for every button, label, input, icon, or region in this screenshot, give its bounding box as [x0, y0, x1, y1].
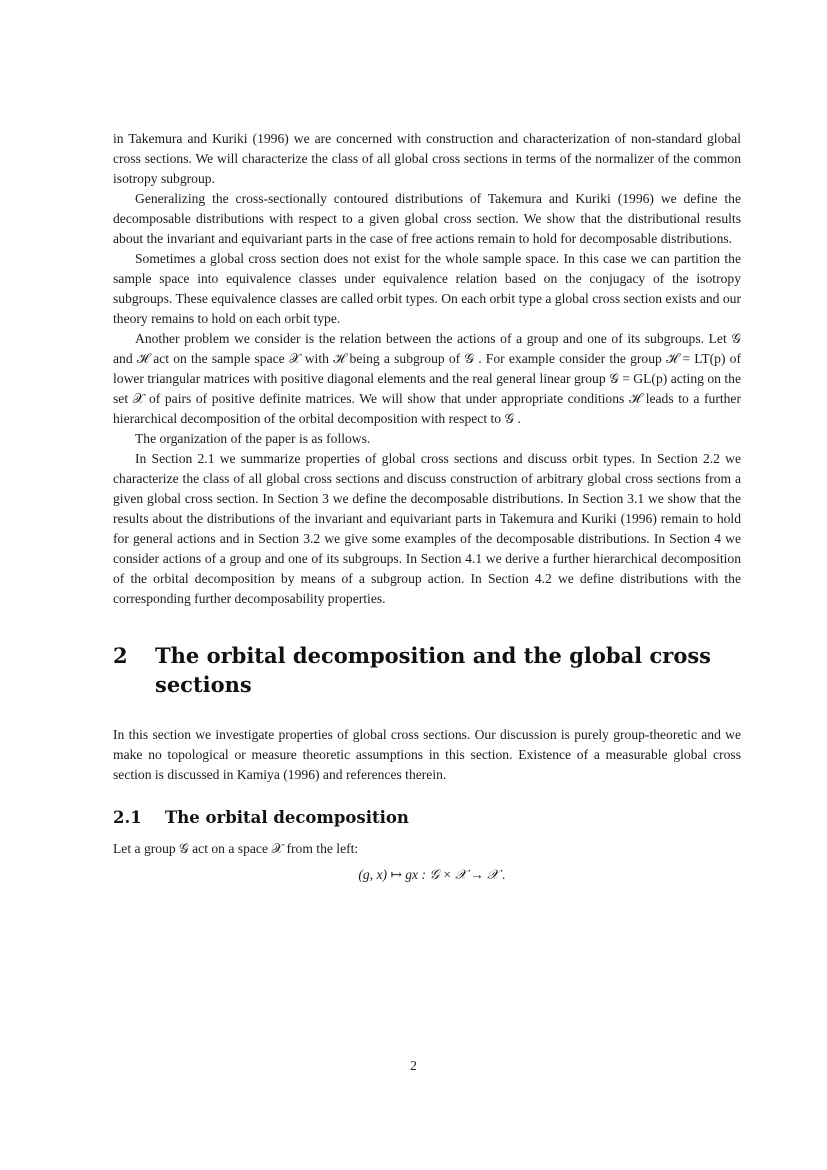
intro-paragraph-1: in Takemura and Kuriki (1996) we are concerned with construction and characterization of non-standard global cross sections. We will characterize the class of all global cross sections in terms of the normalizer of the common isotropy subgroup. — [113, 131, 741, 186]
section-title: The orbital decomposition and the global cross sections — [155, 643, 711, 697]
intro-paragraph-3: Sometimes a global cross section does not exist for the whole sample space. In this case we can partition the sample space into equivalence classes under equivalence relation based on the conjugacy of the isotropy subgroups. These equivalence classes are called orbit types. On each orbit type a global cross section exists and our theory remains to hold on each orbit type. — [113, 251, 741, 326]
subsection-paragraph: Let a group 𝒢 act on a space 𝒳 from the left: — [113, 841, 359, 856]
section-paragraph: In this section we investigate properties of global cross sections. Our discussion is purely group-theoretic and we make no topological or measure theoretic assumptions in this section. Existence of a measurable global cross section is discussed in Kamiya (1996) and references therein. — [113, 727, 741, 782]
intro-paragraph-4: Another problem we consider is the relation between the actions of a group and one of its subgroups. Let 𝒢 and ℋ act on the sample space 𝒳 with ℋ being a subgroup of 𝒢 . For example consider the group ℋ = LT(p) of lower triangular matrices with positive diagonal elements and the real general linear group 𝒢 = GL(p) acting on the set 𝒳 of pairs of positive definite matrices. We will show that under appropriate conditions ℋ leads to a further hierarchical decomposition of the orbital decomposition with respect to 𝒢 . — [113, 331, 741, 426]
intro-paragraph-6: In Section 2.1 we summarize properties of global cross sections and discuss orbit types. In Section 2.2 we characterize the class of all global cross sections and discuss construction of arbitrary global cross sections from a given global cross section. In Section 3 we define the decomposable distributions. In Section 3.1 we show that the results about the distributions of the invariant and equivariant parts in Takemura and Kuriki (1996) remain to hold for general actions and in Section 3.2 we give some examples of the decomposable distributions. In Section 4 we consider actions of a group and one of its subgroups. In Section 4.1 we derive a further hierarchical decomposition of the orbital decomposition by means of a subgroup action. In Section 4.2 we define distributions with the corresponding further decomposability properties. — [113, 451, 741, 606]
subsection-title: The orbital decomposition — [165, 808, 409, 827]
intro-paragraph-2: Generalizing the cross-sectionally contoured distributions of Takemura and Kuriki (1996) we define the decomposable distributions with respect to a given global cross section. We show that the distributional results about the invariant and equivariant parts in the case of free actions remain to hold for decomposable distributions. — [113, 191, 741, 246]
section-number: 2 — [113, 643, 128, 668]
section-heading — [113, 641, 741, 699]
subsection-heading — [113, 807, 741, 829]
paper-page-body — [113, 129, 741, 883]
display-equation: (g, x) ↦ gx : 𝒢 × 𝒳 → 𝒳 . — [358, 867, 506, 882]
intro-paragraph-5: The organization of the paper is as follows. — [135, 431, 371, 446]
subsection-number: 2.1 — [113, 808, 142, 827]
page-number: 2 — [410, 1058, 417, 1073]
